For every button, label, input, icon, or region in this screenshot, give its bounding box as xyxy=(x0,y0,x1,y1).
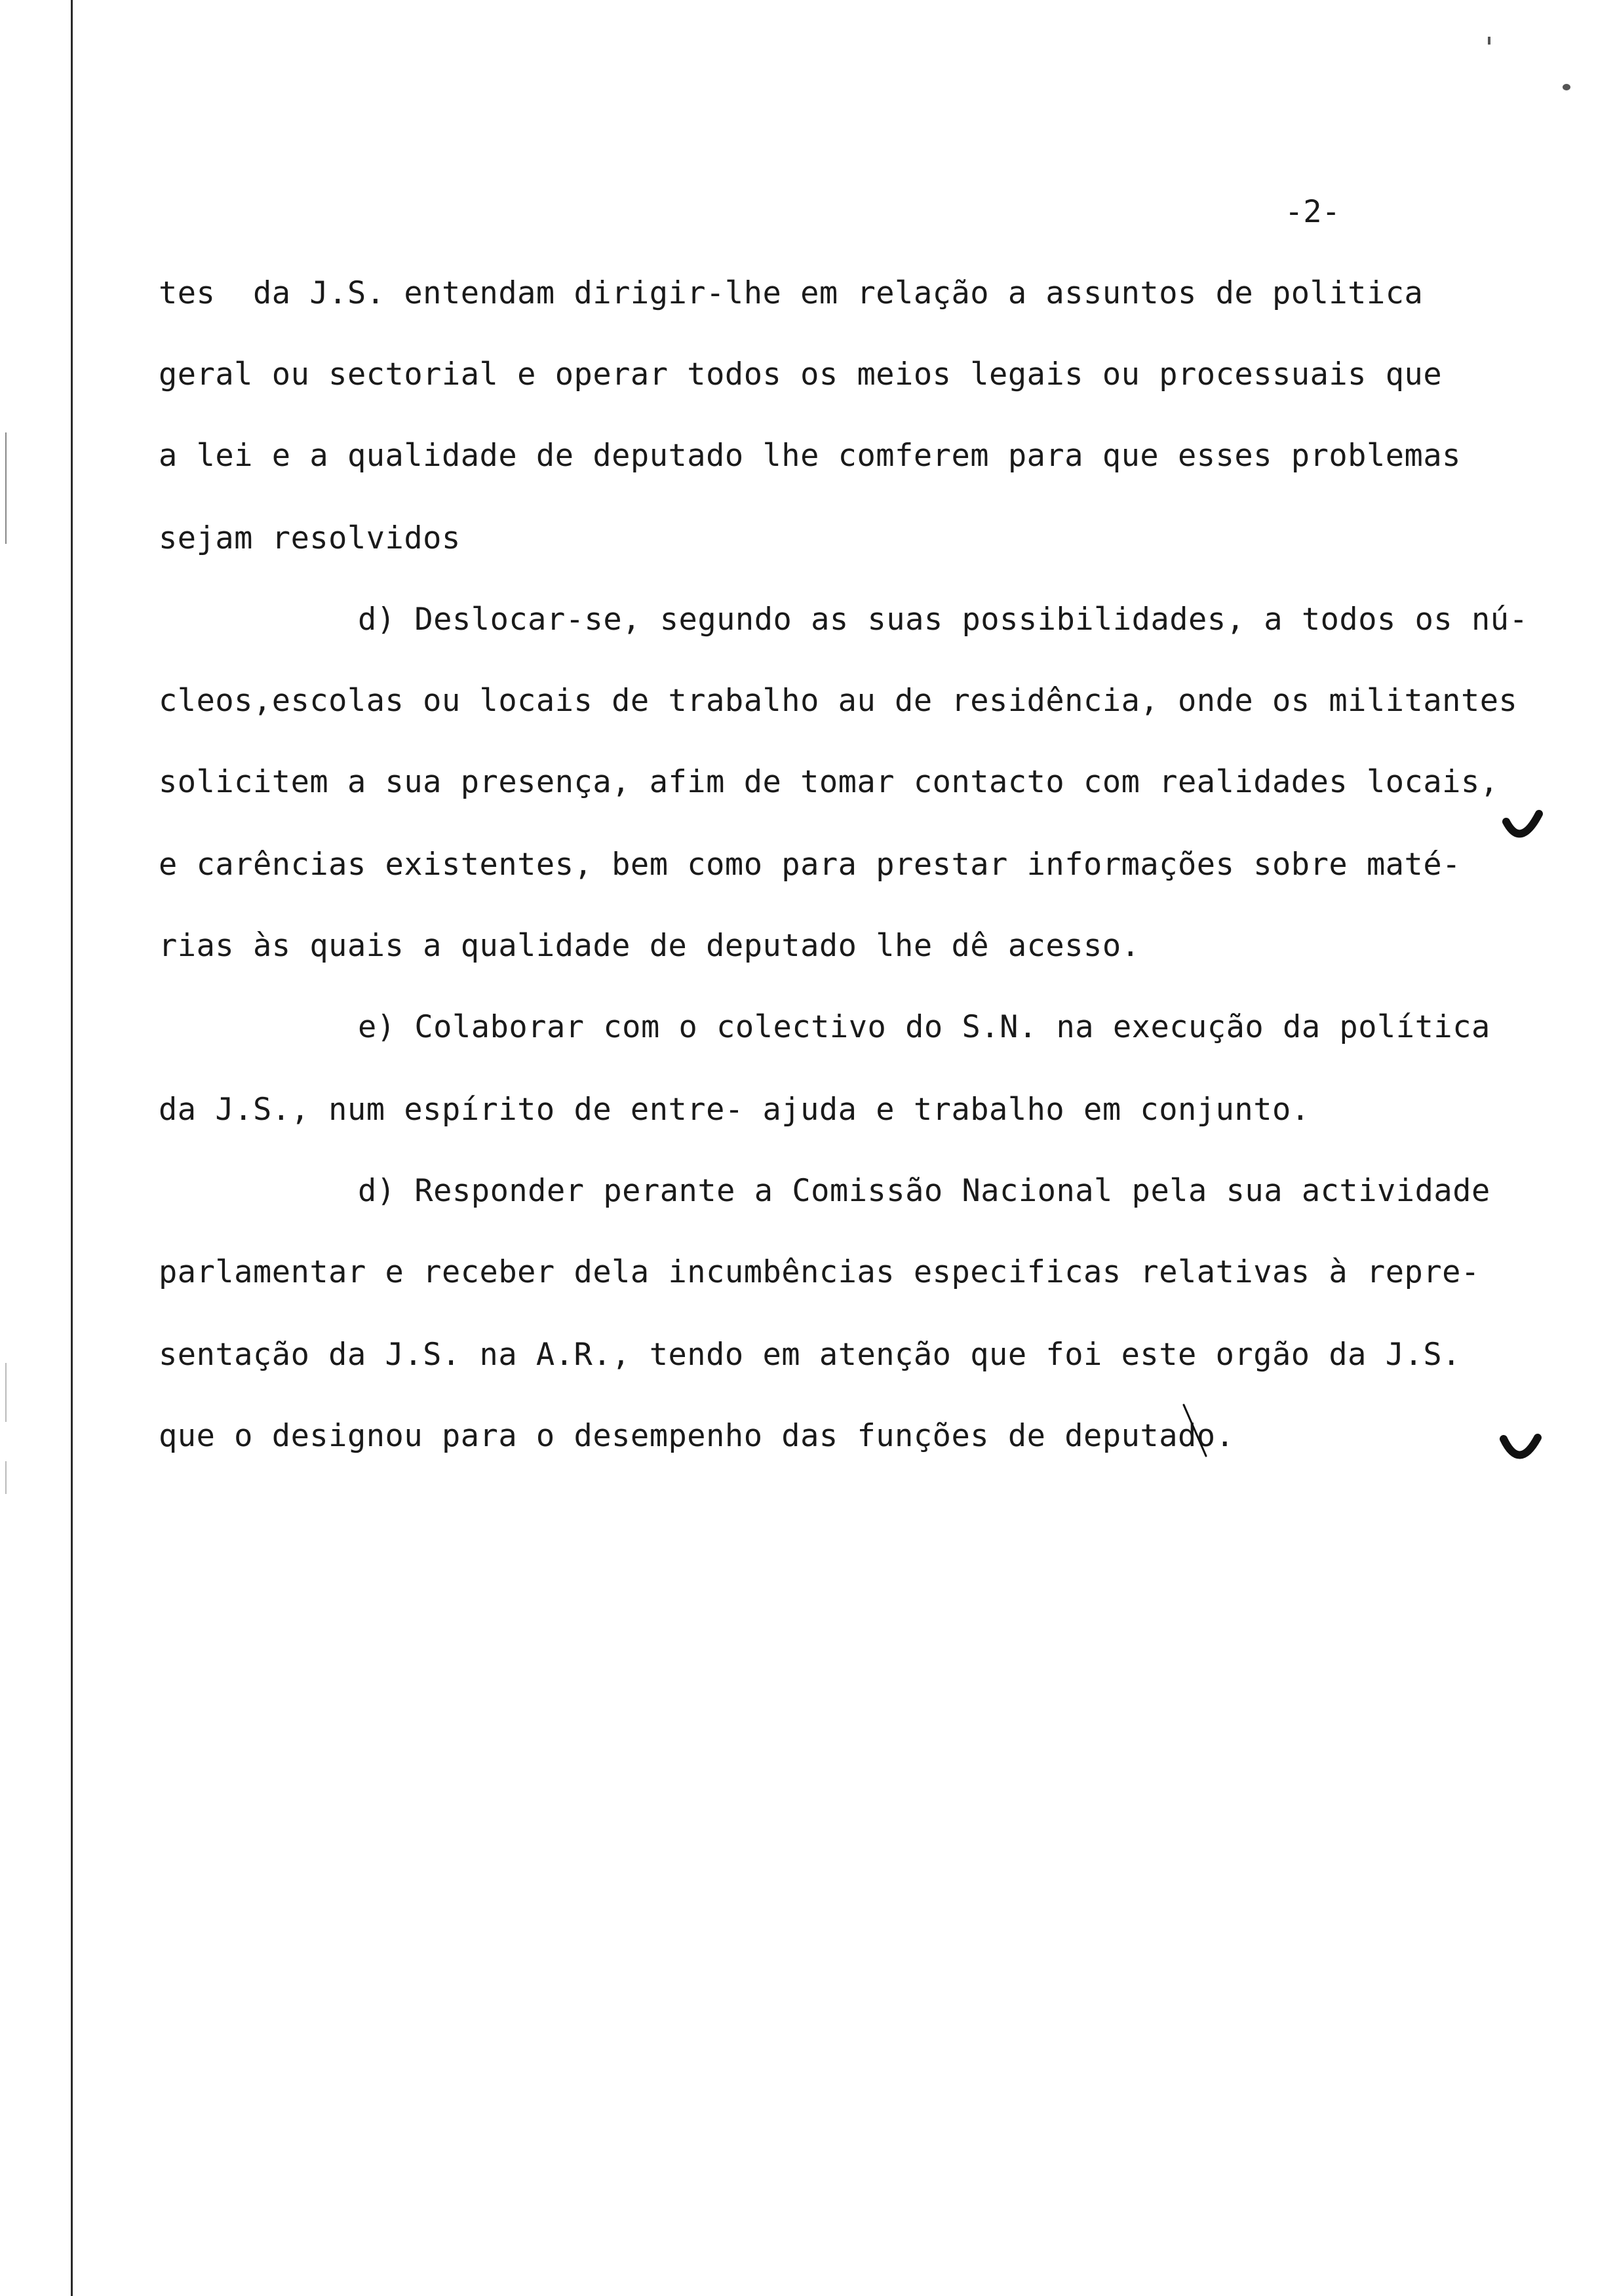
text-line: d) Deslocar-se, segundo as suas possibilidades, a todos os nú- xyxy=(358,602,1528,638)
handwritten-tick-mark xyxy=(1501,809,1547,854)
text-line: rias às quais a qualidade de deputado lhe dê acesso. xyxy=(159,928,1140,964)
text-line: solicitem a sua presença, afim de tomar contacto com realidades locais, xyxy=(159,764,1499,800)
scan-mark xyxy=(5,1461,7,1494)
text-line: sentação da J.S. na A.R., tendo em atenção que foi este orgão da J.S. xyxy=(159,1337,1461,1373)
left-margin-rule xyxy=(71,0,73,2296)
scan-mark xyxy=(1563,84,1570,90)
text-line: da J.S., num espírito de entre- ajuda e trabalho em conjunto. xyxy=(159,1092,1310,1128)
text-line: parlamentar e receber dela incumbências especificas relativas à repre- xyxy=(159,1254,1480,1290)
text-line: sejam resolvidos xyxy=(159,520,461,556)
text-line: que o designou para o desempenho das funções de deputado. xyxy=(159,1418,1235,1454)
text-line: e) Colaborar com o colectivo do S.N. na execução da política xyxy=(358,1009,1490,1045)
text-line: cleos,escolas ou locais de trabalho au de residência, onde os militantes xyxy=(159,683,1518,719)
handwritten-tick-mark xyxy=(1498,1428,1544,1474)
scan-mark xyxy=(1488,37,1490,45)
text-line: d) Responder perante a Comissão Nacional pela sua actividade xyxy=(358,1173,1490,1209)
text-line: tes da J.S. entendam dirigir-lhe em relação a assuntos de politica xyxy=(159,275,1424,311)
scan-mark xyxy=(5,432,7,544)
text-line: e carências existentes, bem como para prestar informações sobre maté- xyxy=(159,847,1461,883)
text-line: a lei e a qualidade de deputado lhe comferem para que esses problemas xyxy=(159,438,1461,474)
handwritten-stroke-mark xyxy=(1180,1402,1213,1461)
text-line: geral ou sectorial e operar todos os meios legais ou processuais que xyxy=(159,356,1443,392)
page-number: -2- xyxy=(1285,194,1340,230)
scan-mark xyxy=(5,1363,7,1422)
